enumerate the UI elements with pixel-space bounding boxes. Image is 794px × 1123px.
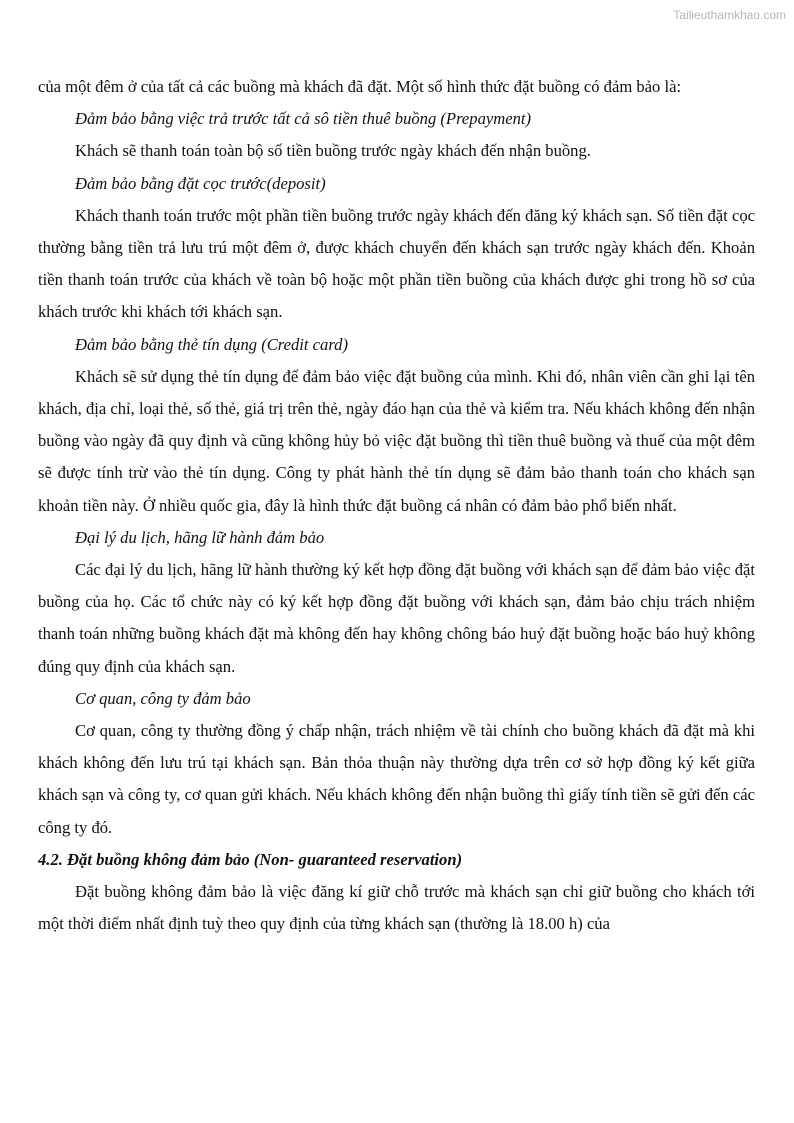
paragraph: của một đêm ở của tất cả các buồng mà khách đã đặt. Một số hình thức đặt buồng có đảm bảo là:	[38, 77, 682, 96]
subheading-prepayment: Đảm bảo bằng việc trả trước tất cả sô tiền thuê buồng (Prepayment)	[75, 109, 532, 129]
paragraph: Các đại lý du lịch, hãng lữ hành thường ký kết hợp đồng đặt buồng với khách sạn để đảm bảo việc đặt buồng của họ. Các tổ chức này có ký kết hợp đồng đặt buồng với khách sạn, đảm bảo chịu trách nhiệm thanh toán những buồng khách đặt mà không đến hay không chông báo huỷ đặt buồng hoặc báo huỷ không đúng quy định của khách sạn.	[38, 560, 755, 676]
subheading-credit-card: Đảm bảo bằng thẻ tín dụng (Credit card)	[75, 334, 349, 354]
section-heading: 4.2. Đặt buồng không đảm bảo (Non- guaranteed reservation)	[38, 849, 463, 869]
paragraph: Khách sẽ sử dụng thẻ tín dụng để đảm bảo việc đặt buồng của mình. Khi đó, nhân viên cần ghi lại tên khách, địa chỉ, loại thẻ, số thẻ, giá trị trên thẻ, ngày đáo hạn của thẻ và kiểm tra. Nếu khách không đến nhận buồng vào ngày đã quy định và cũng không hủy bỏ việc đặt buồng thì tiền thuê buồng và thuế của một đêm sẽ được tính trừ vào thẻ tín dụng. Công ty phát hành thẻ tín dụng sẽ đảm bảo thanh toán cho khách sạn khoản tiền này. Ở nhiều quốc gia, đây là hình thức đặt buồng cá nhân có đảm bảo phổ biến nhất.	[38, 366, 755, 515]
paragraph: Đặt buồng không đảm bảo là việc đăng kí giữ chỗ trước mà khách sạn chỉ giữ buồng cho khách tới một thời điểm nhất định tuỳ theo quy định của từng khách sạn (thường là 18.00 h) của	[38, 882, 755, 934]
subheading-travel-agency: Đại lý du lịch, hãng lữ hành đảm bảo	[75, 527, 325, 547]
document-body	[38, 71, 755, 940]
subheading-company: Cơ quan, công ty đảm bảo	[75, 688, 251, 708]
subheading-deposit: Đảm bảo bằng đặt cọc trước(deposit)	[75, 173, 326, 193]
watermark: Tailieuthamkhao.com	[673, 8, 786, 22]
paragraph: Cơ quan, công ty thường đồng ý chấp nhận, trách nhiệm về tài chính cho buồng khách đã đặt mà khi khách không đến lưu trú tại khách sạn. Bản thỏa thuận này thường dựa trên cơ sở hợp đồng ký kết giữa khách sạn và công ty, cơ quan gửi khách. Nếu khách không đến nhận buồng thì giấy tính tiền sẽ gửi đến các công ty đó.	[38, 721, 755, 837]
paragraph: Khách thanh toán trước một phần tiền buồng trước ngày khách đến đăng ký khách sạn. Số tiền đặt cọc thường bằng tiền trả lưu trú một đêm ở, được khách chuyển đến khách sạn trước ngày khách đến. Khoản tiền thanh toán trước của khách về toàn bộ hoặc một phần tiền buồng của khách được ghi trong hồ sơ của khách trước khi khách tới khách sạn.	[38, 205, 755, 322]
paragraph: Khách sẽ thanh toán toàn bộ số tiền buồng trước ngày khách đến nhận buồng.	[75, 141, 591, 161]
